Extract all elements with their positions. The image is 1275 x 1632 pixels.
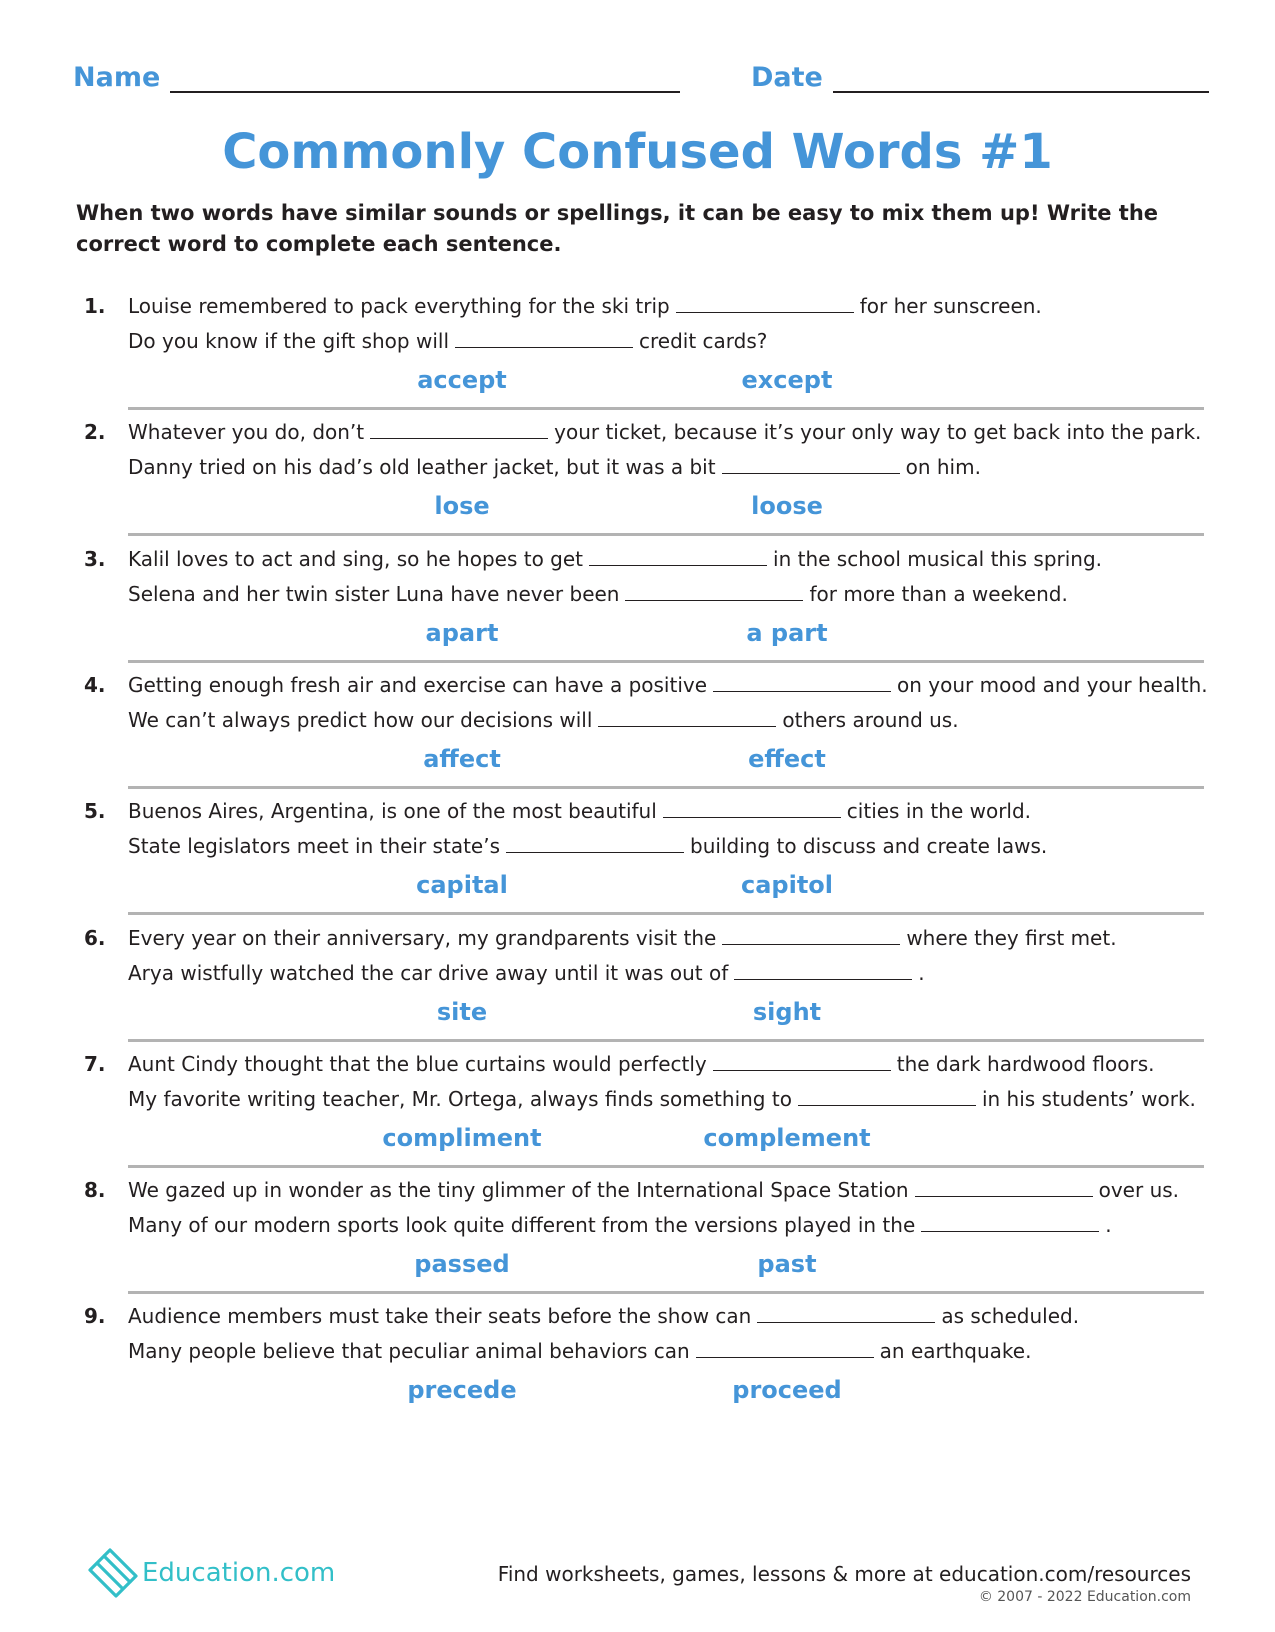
divider [128, 1291, 1204, 1294]
word-choice: except [741, 366, 833, 394]
sentence-text: Arya wistfully watched the car drive away until it was out of [128, 960, 729, 985]
logo-text: Education.com [142, 1558, 336, 1588]
answer-blank[interactable] [713, 673, 891, 692]
sentence-1 [128, 798, 1031, 824]
sentence-2 [128, 1338, 1031, 1364]
sentence-text: Louise remembered to pack everything for the ski trip [128, 294, 670, 318]
question-item [0, 792, 1275, 924]
word-choice: affect [423, 744, 501, 773]
sentence-text: . [1105, 1213, 1112, 1238]
question-item [0, 1297, 1275, 1429]
question-number: 4. [84, 672, 106, 697]
question-number: 2. [84, 420, 106, 445]
sentence-text: Many people believe that peculiar animal behaviors can [128, 1339, 690, 1364]
word-choice: precede [407, 1376, 517, 1405]
logo-icon [86, 1548, 138, 1598]
word-choice: apart [425, 618, 499, 647]
sentence-text: on your mood and your health. [897, 672, 1208, 697]
word-choice: passed [414, 1250, 510, 1279]
sentence-1 [128, 925, 1117, 951]
answer-blank[interactable] [915, 1178, 1093, 1197]
sentence-text: Kalil loves to act and sing, so he hopes to get [128, 546, 584, 571]
answer-blank[interactable] [722, 455, 900, 474]
word-choice: capitol [740, 871, 833, 900]
sentence-1 [128, 1051, 1155, 1077]
answer-blank[interactable] [663, 799, 841, 818]
name-field[interactable] [73, 62, 680, 93]
sentence-text: Aunt Cindy thought that the blue curtains would perfectly [128, 1051, 707, 1076]
sentence-text: over us. [1098, 1178, 1180, 1203]
question-item [0, 1045, 1275, 1177]
answer-blank[interactable] [713, 1052, 891, 1071]
footer-info [498, 1561, 1191, 1607]
word-choice: past [757, 1250, 817, 1279]
question-number: 7. [84, 1051, 106, 1076]
sentence-text: We gazed up in wonder as the tiny glimmer of the International Space Station [128, 1178, 909, 1203]
answer-blank[interactable] [757, 1304, 935, 1323]
instructions: When two words have similar sounds or spellings, it can be easy to mix them up! Write the correct word to complete each sentence. [76, 201, 1159, 256]
divider [128, 912, 1204, 915]
date-field[interactable] [751, 62, 1209, 93]
sentence-text: for more than a weekend. [809, 581, 1068, 606]
sentence-1 [128, 1303, 1079, 1329]
divider [128, 786, 1204, 789]
sentence-2 [128, 960, 925, 986]
word-choice: sight [752, 997, 822, 1026]
header [73, 62, 1203, 102]
divider [128, 1039, 1204, 1042]
sentence-text: cities in the world. [846, 799, 1032, 824]
sentence-2 [128, 581, 1068, 607]
answer-blank[interactable] [734, 961, 912, 980]
date-label: Date [751, 62, 823, 93]
sentence-text: credit cards? [639, 329, 768, 353]
sentence-text: Whatever you do, don’t [128, 420, 365, 445]
question-number: 8. [84, 1178, 106, 1203]
copyright: © 2007 - 2022 Education.com [978, 1589, 1191, 1605]
divider [128, 660, 1204, 663]
word-choice: loose [751, 492, 823, 521]
sentence-text: for her sunscreen. [859, 294, 1042, 318]
sentence-text: My favorite writing teacher, Mr. Ortega, always finds something to [128, 1086, 792, 1111]
footer-link-text[interactable]: Find worksheets, games, lessons & more at education.com/resources [497, 1562, 1191, 1586]
sentence-2 [128, 1086, 1196, 1112]
answer-blank[interactable] [798, 1087, 976, 1106]
divider [128, 533, 1204, 536]
sentence-1 [128, 293, 1042, 319]
question-number: 3. [84, 546, 106, 571]
answer-blank[interactable] [598, 708, 776, 727]
question-number: 1. [84, 294, 106, 318]
sentence-text: as scheduled. [941, 1304, 1080, 1329]
sentence-text: Selena and her twin sister Luna have never been [128, 581, 620, 606]
question-item [0, 919, 1275, 1051]
answer-blank[interactable] [506, 834, 684, 853]
sentence-text: on him. [905, 455, 981, 480]
divider [128, 407, 1204, 410]
word-choice: a part [746, 618, 828, 647]
answer-blank[interactable] [921, 1213, 1099, 1232]
sentence-text: Many of our modern sports look quite different from the versions played in the [128, 1213, 916, 1238]
answer-blank[interactable] [696, 1339, 874, 1358]
sentence-2 [128, 328, 767, 354]
word-choice: accept [417, 366, 507, 394]
sentence-text: the dark hardwood floors. [896, 1051, 1155, 1076]
sentence-text: building to discuss and create laws. [690, 834, 1048, 859]
divider [128, 1165, 1204, 1168]
word-choice: lose [434, 492, 490, 521]
word-choice: capital [416, 871, 508, 900]
sentence-1 [128, 1177, 1179, 1203]
question-item [0, 666, 1275, 798]
question-number: 6. [84, 925, 106, 950]
education-logo [86, 1548, 335, 1598]
sentence-text: an earthquake. [879, 1339, 1032, 1364]
word-choice: complement [703, 1123, 871, 1152]
word-choice: effect [748, 744, 826, 773]
sentence-text: We can’t always predict how our decisions will [128, 707, 593, 732]
sentence-text: State legislators meet in their state’s [128, 834, 501, 859]
word-choice: site [436, 997, 488, 1026]
sentence-text: Audience members must take their seats before the show can [128, 1304, 752, 1329]
sentence-text: Getting enough fresh air and exercise can have a positive [128, 672, 708, 697]
sentence-1 [128, 546, 1102, 572]
sentence-text: in his students’ work. [981, 1086, 1196, 1111]
question-number: 9. [84, 1304, 106, 1329]
question-item [0, 287, 1275, 419]
sentence-text: Every year on their anniversary, my grandparents visit the [128, 925, 717, 950]
word-choice: compliment [382, 1123, 542, 1152]
sentence-text: in the school musical this spring. [773, 546, 1103, 571]
name-label: Name [73, 62, 161, 93]
sentence-text: where they first met. [906, 925, 1117, 950]
word-choice: proceed [732, 1376, 842, 1405]
question-item [0, 413, 1275, 545]
sentence-text: others around us. [782, 707, 959, 732]
sentence-text: your ticket, because it’s your only way to get back into the park. [554, 420, 1202, 445]
answer-blank[interactable] [589, 547, 767, 566]
sentence-2 [128, 454, 981, 480]
sentence-2 [128, 833, 1047, 859]
sentence-2 [128, 1212, 1112, 1238]
sentence-2 [128, 707, 959, 733]
sentence-text: Buenos Aires, Argentina, is one of the most beautiful [128, 799, 657, 824]
answer-blank[interactable] [455, 329, 633, 348]
answer-blank[interactable] [370, 420, 548, 439]
name-line[interactable] [170, 65, 680, 93]
sentence-1 [128, 672, 1208, 698]
sentence-text: Danny tried on his dad’s old leather jacket, but it was a bit [128, 455, 716, 480]
sentence-text: Do you know if the gift shop will [128, 329, 449, 353]
sentence-text: . [918, 960, 925, 985]
answer-blank[interactable] [722, 926, 900, 945]
question-number: 5. [84, 799, 106, 824]
answer-blank[interactable] [625, 582, 803, 601]
answer-blank[interactable] [676, 294, 854, 313]
sentence-1 [128, 419, 1201, 445]
question-item [0, 1171, 1275, 1303]
question-item [0, 540, 1275, 672]
page-title: Commonly Confused Words #1 [222, 124, 1053, 180]
date-line[interactable] [833, 65, 1209, 93]
